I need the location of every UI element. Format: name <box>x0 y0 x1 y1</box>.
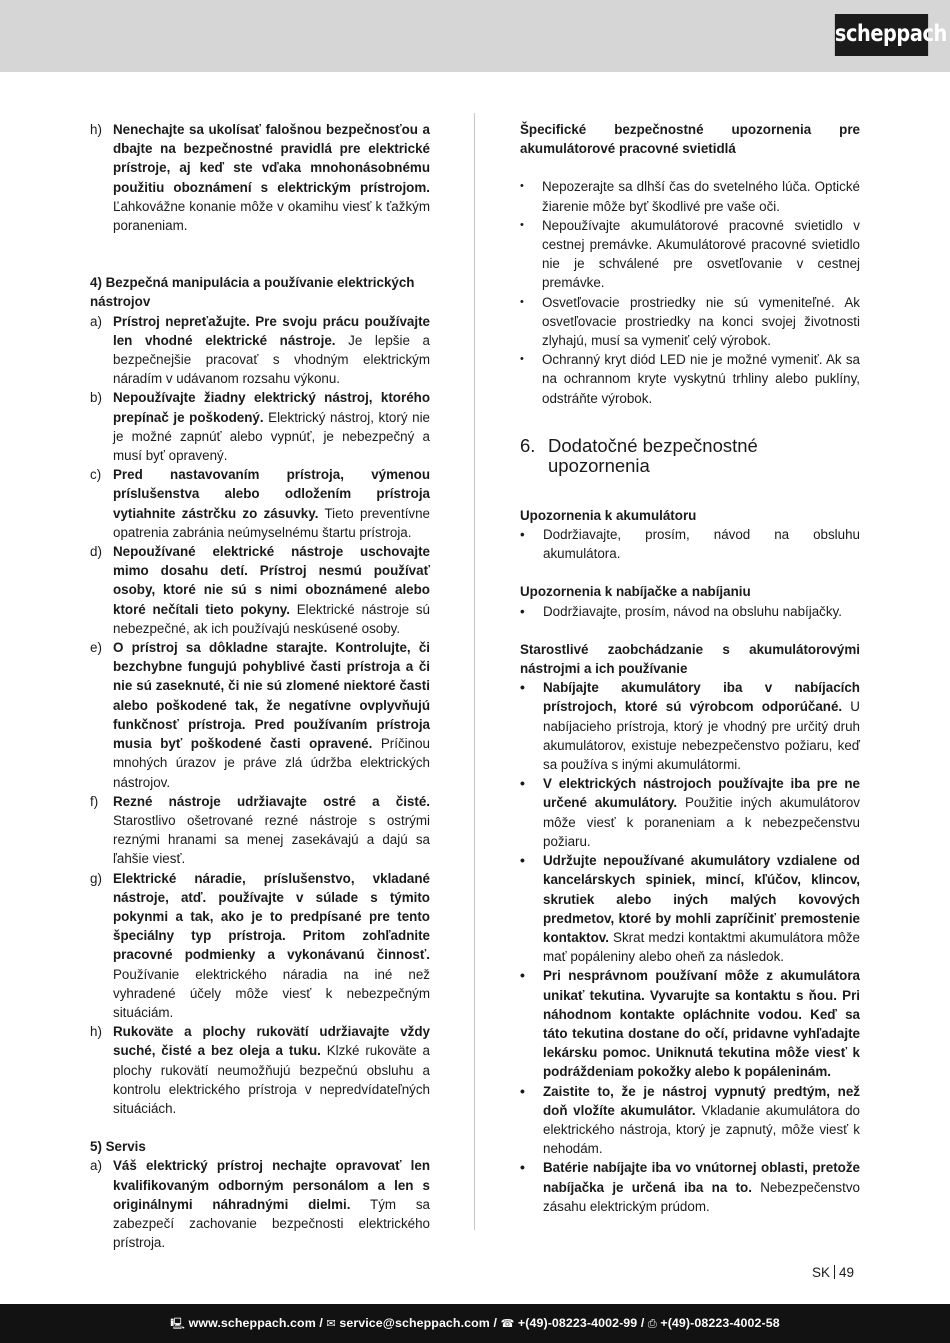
battery-heading: Upozornenia k akumulátoru <box>520 507 697 523</box>
footer-fax: +(49)-08223-4002-58 <box>660 1316 780 1330</box>
left-column <box>90 120 430 1252</box>
bullet-item: • Osvetľovacie prostriedky nie sú vymeniteľné. Ak osvetľovacie prostriedky na konci svojej životnosti zlyhajú, musí sa vymeniť celý výrobok. <box>520 294 860 349</box>
list-item-h-safety: h) Nenechajte sa ukolísať falošnou bezpečnosťou a dbajte na bezpečnostné pravidlá pre elektrické prístroje, aj keď ste vďaka mnohonásobnému použitiu oboznámení s elektrickým prístrojom. Ľahkovážne konanie môže v okamihu viesť k ťažkým poraneniam. <box>90 122 430 234</box>
bullet-item: • Nepozerajte sa dlhší čas do svetelného lúča. Optické žiarenie môže byť škodlivé pre vaše oči. <box>520 179 860 214</box>
bullet-item: • Batérie nabíjajte iba vo vnútornej oblasti, pretože nabíjačka je určená iba na to. Nebezpečenstvo zásahu elektrickým prúdom. <box>520 1159 860 1214</box>
specific-safety-heading: Špecifické bezpečnostné upozornenia pre akumulátorové pracovné svietidlá <box>520 122 860 157</box>
bullet-item: • Ochranný kryt diód LED nie je možné vymeniť. Ak sa na ochrannom kryte vyskytnú trhliny alebo puklíny, odstráňte výrobok. <box>520 352 860 406</box>
bullet-item: • Dodržiavajte, prosím, návod na obsluhu nabíjačky. <box>520 603 842 619</box>
section-5-heading: 5) Servis <box>90 1139 146 1155</box>
mail-icon: ✉ <box>326 1318 336 1330</box>
fax-icon: ⎙ <box>647 1318 657 1330</box>
page-footer: 🖳 www.scheppach.com / ✉ service@scheppach.com / ☎ +(49)-08223-4002-99 / ⎙ +(49)-08223-4002-58 <box>0 1304 950 1343</box>
scheppach-logo: scheppach <box>835 14 928 56</box>
computer-icon: 🖳 <box>170 1318 186 1330</box>
section-6-title: 6. Dodatočné bezpečnostné upozornenia <box>520 434 758 476</box>
list-item-4b: b) Nepoužívajte žiadny elektrický nástroj, ktorého prepínač je poškodený. Elektrický nástroj, ktorý nie je možné zapnúť alebo vypnúť, je nebezpečný a musí byť opravený. <box>90 390 430 464</box>
bullet-item: • Nepoužívajte akumulátorové pracovné svietidlo v cestnej premávke. Akumulátorové pracovné svietidlo nie je schválené pre osvetľovanie v cestnej premávke. <box>520 217 860 291</box>
bullet-item: • V elektrických nástrojoch používajte iba pre ne určené akumulátory. Použitie iných akumulátorov môže viesť k poraneniam a k nebezpečenstvu požiaru. <box>520 775 860 849</box>
page-header <box>0 0 950 72</box>
list-item-4c: c) Pred nastavovaním prístroja, výmenou príslušenstva alebo odložením prístroja vytiahnite zástrčku zo zásuvky. Tieto preventívne opatrenia zabránia neúmyselnému štartu prístroja. <box>90 467 430 540</box>
list-item-4d: d) Nepoužívané elektrické nástroje uschovajte mimo dosahu detí. Prístroj nesmú používať osoby, ktoré nie sú s nimi oboznámené alebo ktoré nečítali tieto pokyny. Elektrické nástroje sú nebezpečné, ak ich používajú neskúsené osoby. <box>90 544 430 636</box>
footer-email-link[interactable]: service@scheppach.com <box>339 1316 490 1330</box>
bullet-item: • Dodržiavajte, prosím, návod na obsluhu akumulátora. <box>520 527 860 562</box>
bullet-item: • Nabíjajte akumulátory iba v nabíjacích prístrojoch, ktoré sú výrobcom odporúčané. U nabíjacieho prístroja, ktorý je vhodný pre určitý druh akumulátorov, existuje nebezpečenstvo požiaru, keď sa používa s inými akumulátormi. <box>520 679 860 773</box>
charger-heading: Upozornenia k nabíjačke a nabíjaniu <box>520 584 751 600</box>
phone-icon: ☎ <box>500 1318 515 1330</box>
care-heading: Starostlivé zaobchádzanie s akumulátorovými nástrojmi a ich používanie <box>520 641 860 677</box>
bullet-item: • Zaistite to, že je nástroj vypnutý predtým, než doň vložíte akumulátor. Vkladanie akumulátora do elektrického nástroja, ktorý je zapnutý, môže viesť k nehodám. <box>520 1082 861 1157</box>
page-number: SK 49 <box>812 1265 855 1280</box>
list-item-4a: a) Prístroj nepreťažujte. Pre svoju prácu používajte len vhodné elektrické nástroje. Je lepšie a bezpečnejšie pracovať s vhodným elektrickým náradím v udávanom rozsahu výkonu. <box>90 313 430 387</box>
list-item-4g: g) Elektrické náradie, príslušenstvo, vkladané nástroje, atď. používajte v súlade s týmito pokynmi a tak, ako je to predpísané pre tento špeciálny typ prístroja. Pritom zohľadnite pracovné podmienky a vykonávanú činnosť. Používanie elektrického náradia na iné než vyhradené účely môže viesť k nebezpečným situáciám. <box>90 870 430 1020</box>
section-4-heading: 4) Bezpečná manipulácia a používanie elektrických nástrojov <box>90 275 415 310</box>
footer-website-link[interactable]: www.scheppach.com <box>188 1316 316 1330</box>
list-item-4e: e) O prístroj sa dôkladne starajte. Kontrolujte, či bezchybne fungujú pohyblivé časti prístroja a či nie sú zaseknuté, či nie sú zlomené niektoré časti alebo poškodené tak, že negatívne ovplyvňujú funkčnosť prístroja. Pred používaním prístroja musia byť poškodené časti opravené. Príčinou mnohých úrazov je práve zlá údržba elektrických nástrojov. <box>90 640 430 790</box>
footer-phone: +(49)-08223-4002-99 <box>517 1316 638 1330</box>
list-item-4f: f) Rezné nástroje udržiavajte ostré a čisté. Starostlivo ošetrované rezné nástroje s ostrými reznými hranami sa menej zasekávajú a dajú sa ľahšie viesť. <box>90 793 430 867</box>
column-divider <box>474 113 475 1230</box>
page-number-separator <box>834 1265 835 1279</box>
bullet-item: • Udržujte nepoužívané akumulátory vzdialene od kancelárskych spiniek, mincí, kľúčov, klincov, skrutiek alebo iných malých kovových predmetov, ktoré by mohli zapríčiniť premostenie kontaktov. Skrat medzi kontaktmi akumulátora môže mať popáleniny alebo oheň za následok. <box>520 852 860 965</box>
bullet-item: • Pri nesprávnom používaní môže z akumulátora unikať tekutina. Vyvarujte sa kontaktu s ňou. Pri náhodnom kontakte opláchnite vodou. Keď sa táto tekutina dostane do očí, pridavne vyhľadajte lekársku pomoc. Uniknutá tekutina môže viesť k podráždeniam pokožky alebo k popáleninám. <box>520 967 860 1080</box>
list-item-5a: a) Váš elektrický prístroj nechajte opravovať len kvalifikovaným odborným personálom a len s originálnymi náhradnými dielmi. Tým sa zabezpečí zachovanie bezpečnosti elektrického prístroja. <box>90 1158 430 1251</box>
right-column <box>520 120 860 1216</box>
list-item-4h: h) Rukoväte a plochy rukovätí udržiavajte vždy suché, čisté a bez oleja a tuku. Klzké rukoväte a plochy rukovätí neumožňujú bezpečnú obsluhu a kontrolu elektrického prístroja v nepredvídateľných situáciách. <box>90 1024 431 1116</box>
